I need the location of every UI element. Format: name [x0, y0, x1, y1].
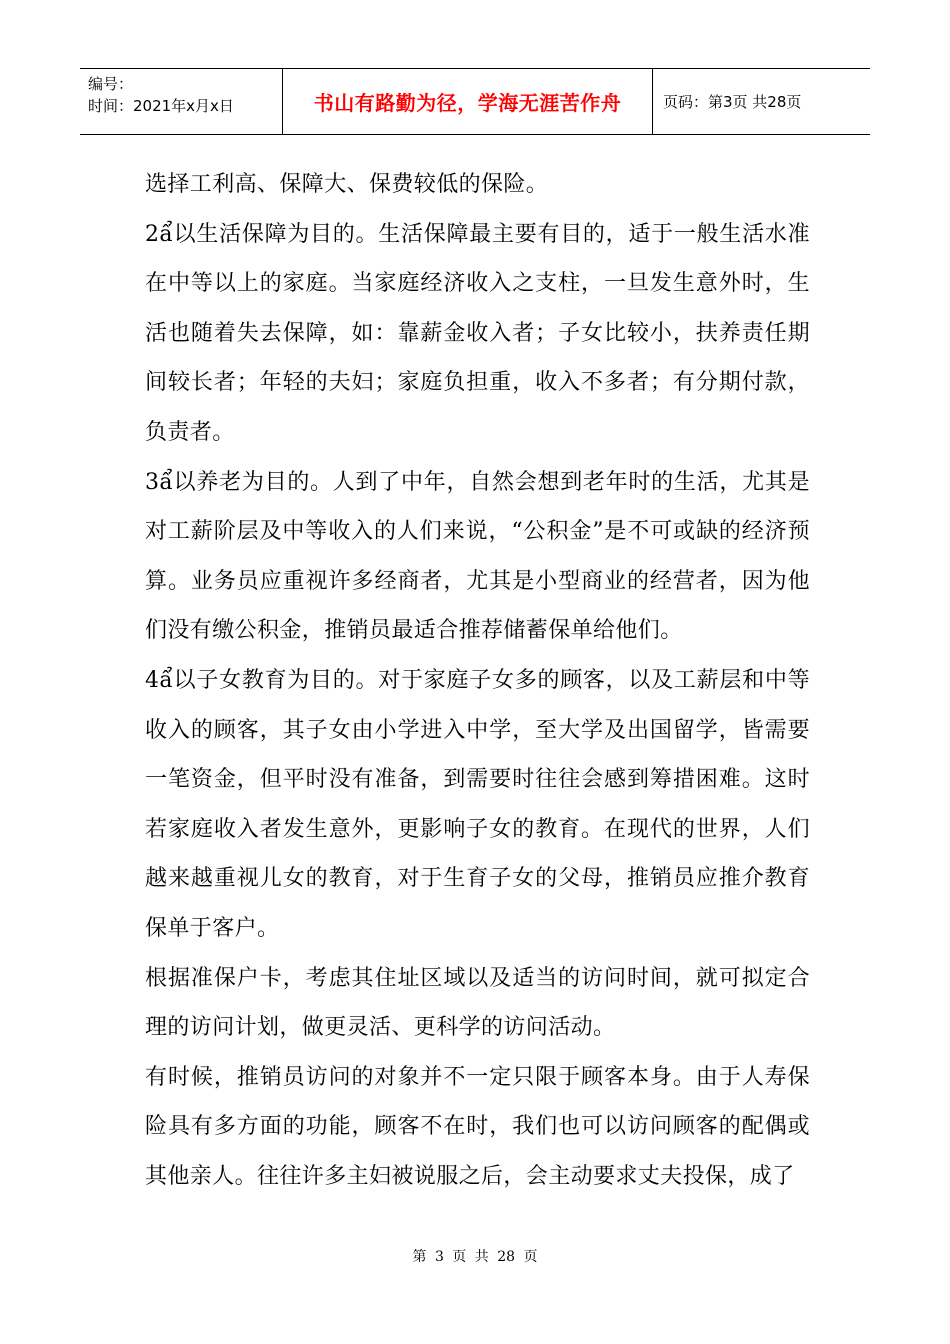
header-motto: 书山有路勤为径，学海无涯苦作舟	[283, 69, 653, 134]
paragraph: 3ẩ以养老为目的。人到了中年，自然会想到老年时的生活，尤其是对工薪阶层及中等收入的人们来说，“公积金”是不可或缺的经济预算。业务员应重视许多经商者，尤其是小型商业的经营者，因为他们没有缴公积金，推销员最适合推荐储蓄保单给他们。	[145, 469, 810, 644]
paragraph: 选择工利高、保障大、保费较低的保险。	[145, 172, 549, 197]
header-page-code: 页码：第3页 共28页	[663, 93, 802, 111]
paragraph: 根据准保户卡，考虑其住址区域以及适当的访问时间，就可拟定合理的访问计划，做更灵活、更科学的访问活动。	[145, 965, 810, 1041]
header-meta	[80, 69, 283, 134]
document-body	[145, 160, 810, 1201]
paragraph: 有时候，推销员访问的对象并不一定只限于顾客本身。由于人寿保险具有多方面的功能，顾客不在时，我们也可以访问顾客的配偶或其他亲人。往往许多主妇被说服之后，会主动要求丈夫投保，成了	[145, 1064, 810, 1189]
paragraph: 4ẩ以子女教育为目的。对于家庭子女多的顾客，以及工薪层和中等收入的顾客，其子女由小学进入中学，至大学及出国留学，皆需要一笔资金，但平时没有准备，到需要时往往会感到筹措困难。这时若家庭收入者发生意外，更影响子女的教育。在现代的世界，人们越来越重视儿女的教育，对于生育子女的父母，推销员应推介教育保单于客户。	[145, 667, 810, 941]
serial-label: 编号：	[88, 75, 134, 93]
paragraph: 2ẩ以生活保障为目的。生活保障最主要有目的，适于一般生活水准在中等以上的家庭。当家庭经济收入之支柱，一旦发生意外时，生活也随着失去保障，如：靠薪金收入者；子女比较小，扶养责任期间较长者；年轻的夫妇；家庭负担重，收入不多者；有分期付款，负责者。	[145, 221, 810, 445]
page-header	[80, 68, 870, 135]
page-footer: 第 3 页 共 28 页	[412, 1249, 538, 1265]
date-label: 时间：2021年x月x日	[88, 97, 234, 115]
